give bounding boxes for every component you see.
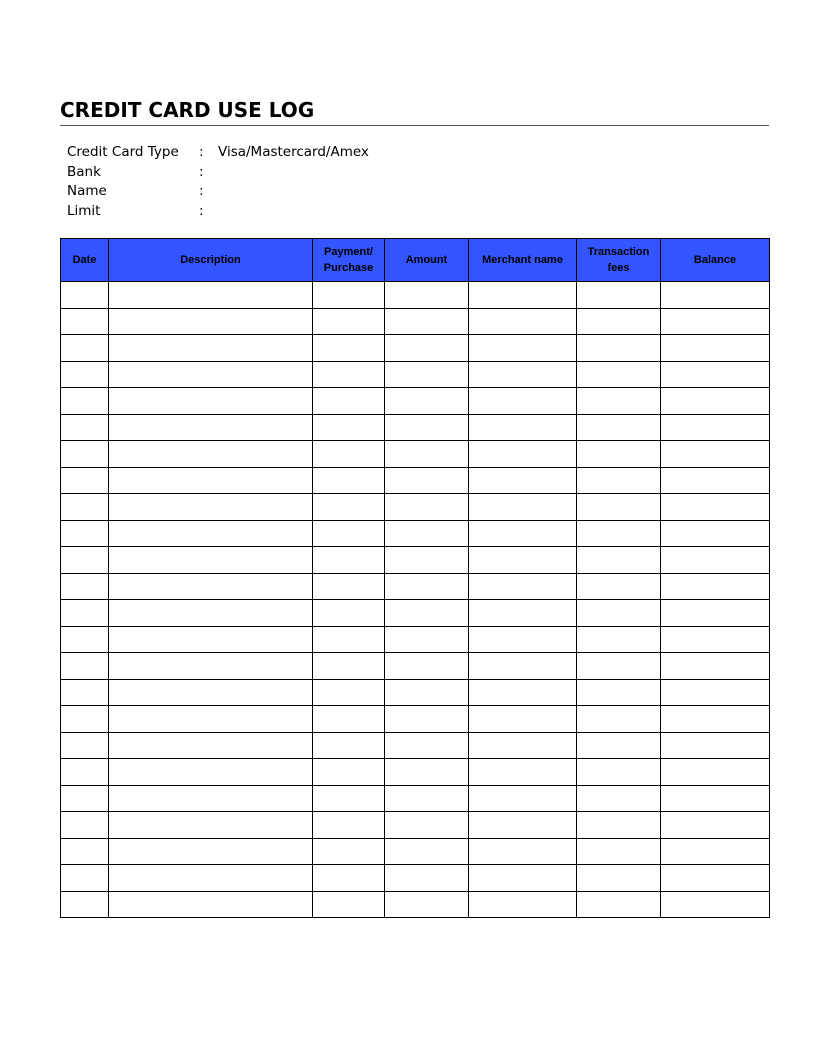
cell-balance[interactable] [661,547,770,574]
cell-transaction-fees[interactable] [577,891,661,918]
cell-transaction-fees[interactable] [577,308,661,335]
table-header-row [61,239,770,282]
cell-merchant-name[interactable] [469,759,577,786]
table-row [61,785,770,812]
cell-transaction-fees[interactable] [577,838,661,865]
cell-payment-purchase[interactable] [313,414,385,441]
column-header-transaction-fees: Transaction fees [577,239,661,282]
table-row [61,573,770,600]
name-colon: : [199,183,204,200]
cell-amount[interactable] [385,759,469,786]
cell-transaction-fees[interactable] [577,494,661,521]
cell-payment-purchase[interactable] [313,706,385,733]
cell-transaction-fees[interactable] [577,600,661,627]
cell-description[interactable] [109,679,313,706]
cell-amount[interactable] [385,626,469,653]
cell-balance[interactable] [661,865,770,892]
cell-amount[interactable] [385,335,469,362]
cell-transaction-fees[interactable] [577,520,661,547]
card-type-label: Credit Card Type [67,144,179,160]
cell-balance[interactable] [661,653,770,680]
cell-amount[interactable] [385,467,469,494]
cell-description[interactable] [109,282,313,309]
cell-transaction-fees[interactable] [577,361,661,388]
cell-date[interactable] [61,441,109,468]
cell-transaction-fees[interactable] [577,865,661,892]
cell-balance[interactable] [661,573,770,600]
cell-payment-purchase[interactable] [313,282,385,309]
cell-description[interactable] [109,732,313,759]
cell-payment-purchase[interactable] [313,600,385,627]
cell-transaction-fees[interactable] [577,573,661,600]
cell-balance[interactable] [661,414,770,441]
cell-date[interactable] [61,759,109,786]
cell-balance[interactable] [661,308,770,335]
cell-description[interactable] [109,467,313,494]
cell-amount[interactable] [385,732,469,759]
cell-transaction-fees[interactable] [577,388,661,415]
cell-amount[interactable] [385,414,469,441]
cell-amount[interactable] [385,838,469,865]
cell-balance[interactable] [661,732,770,759]
column-header-balance: Balance [661,239,770,282]
table-row [61,361,770,388]
limit-colon: : [199,202,204,219]
table-row [61,653,770,680]
page-title: CREDIT CARD USE LOG [60,98,315,122]
cell-description[interactable] [109,308,313,335]
cell-description[interactable] [109,547,313,574]
cell-description[interactable] [109,891,313,918]
cell-balance[interactable] [661,679,770,706]
cell-amount[interactable] [385,865,469,892]
cell-transaction-fees[interactable] [577,282,661,309]
cell-merchant-name[interactable] [469,494,577,521]
cell-transaction-fees[interactable] [577,653,661,680]
cell-merchant-name[interactable] [469,335,577,362]
table-row [61,838,770,865]
cell-description[interactable] [109,414,313,441]
table-row [61,414,770,441]
cell-description[interactable] [109,653,313,680]
table-row [61,308,770,335]
cell-merchant-name[interactable] [469,573,577,600]
cell-merchant-name[interactable] [469,838,577,865]
cell-transaction-fees[interactable] [577,732,661,759]
cell-date[interactable] [61,573,109,600]
cell-payment-purchase[interactable] [313,441,385,468]
cell-amount[interactable] [385,600,469,627]
cell-description[interactable] [109,785,313,812]
cell-date[interactable] [61,865,109,892]
cell-date[interactable] [61,891,109,918]
column-header-date: Date [61,239,109,282]
cell-payment-purchase[interactable] [313,547,385,574]
cell-balance[interactable] [661,494,770,521]
cell-payment-purchase[interactable] [313,467,385,494]
cell-amount[interactable] [385,520,469,547]
credit-card-log-table [60,238,770,918]
cell-merchant-name[interactable] [469,812,577,839]
cell-merchant-name[interactable] [469,467,577,494]
table-row [61,865,770,892]
cell-merchant-name[interactable] [469,520,577,547]
table-row [61,600,770,627]
table-row [61,520,770,547]
cell-transaction-fees[interactable] [577,626,661,653]
limit-label: Limit [67,202,101,219]
cell-date[interactable] [61,388,109,415]
card-type-colon: : [199,144,204,160]
cell-merchant-name[interactable] [469,600,577,627]
table-body [61,282,770,918]
cell-transaction-fees[interactable] [577,679,661,706]
cell-payment-purchase[interactable] [313,785,385,812]
cell-amount[interactable] [385,679,469,706]
cell-payment-purchase[interactable] [313,838,385,865]
cell-merchant-name[interactable] [469,414,577,441]
cell-description[interactable] [109,838,313,865]
cell-merchant-name[interactable] [469,785,577,812]
cell-date[interactable] [61,812,109,839]
cell-date[interactable] [61,838,109,865]
cell-amount[interactable] [385,706,469,733]
cell-balance[interactable] [661,361,770,388]
cell-merchant-name[interactable] [469,626,577,653]
cell-payment-purchase[interactable] [313,388,385,415]
cell-description[interactable] [109,441,313,468]
table-row [61,547,770,574]
cell-balance[interactable] [661,706,770,733]
cell-balance[interactable] [661,891,770,918]
cell-description[interactable] [109,361,313,388]
cell-merchant-name[interactable] [469,891,577,918]
cell-balance[interactable] [661,282,770,309]
cell-payment-purchase[interactable] [313,812,385,839]
cell-amount[interactable] [385,547,469,574]
cell-date[interactable] [61,547,109,574]
cell-date[interactable] [61,467,109,494]
card-type-value[interactable]: Visa/Mastercard/Amex [218,144,369,160]
cell-description[interactable] [109,812,313,839]
cell-payment-purchase[interactable] [313,653,385,680]
cell-balance[interactable] [661,335,770,362]
bank-colon: : [199,163,204,180]
cell-date[interactable] [61,785,109,812]
cell-amount[interactable] [385,812,469,839]
cell-balance[interactable] [661,785,770,812]
cell-transaction-fees[interactable] [577,547,661,574]
cell-payment-purchase[interactable] [313,679,385,706]
table-row [61,732,770,759]
cell-date[interactable] [61,282,109,309]
cell-payment-purchase[interactable] [313,759,385,786]
cell-merchant-name[interactable] [469,282,577,309]
cell-amount[interactable] [385,282,469,309]
cell-amount[interactable] [385,891,469,918]
cell-balance[interactable] [661,388,770,415]
cell-amount[interactable] [385,494,469,521]
cell-merchant-name[interactable] [469,865,577,892]
cell-description[interactable] [109,494,313,521]
table-row [61,759,770,786]
cell-amount[interactable] [385,361,469,388]
cell-amount[interactable] [385,653,469,680]
table-row [61,706,770,733]
table-row [61,891,770,918]
cell-description[interactable] [109,706,313,733]
cell-balance[interactable] [661,812,770,839]
column-header-merchant-name: Merchant name [469,239,577,282]
cell-amount[interactable] [385,573,469,600]
cell-balance[interactable] [661,467,770,494]
cell-date[interactable] [61,679,109,706]
cell-payment-purchase[interactable] [313,335,385,362]
cell-amount[interactable] [385,308,469,335]
name-label: Name [67,183,107,200]
cell-date[interactable] [61,626,109,653]
cell-merchant-name[interactable] [469,732,577,759]
cell-balance[interactable] [661,520,770,547]
cell-transaction-fees[interactable] [577,467,661,494]
cell-payment-purchase[interactable] [313,520,385,547]
cell-merchant-name[interactable] [469,547,577,574]
cell-date[interactable] [61,361,109,388]
cell-amount[interactable] [385,441,469,468]
table-row [61,626,770,653]
table-row [61,441,770,468]
title-divider [60,125,769,126]
cell-description[interactable] [109,388,313,415]
cell-date[interactable] [61,732,109,759]
cell-payment-purchase[interactable] [313,494,385,521]
table-row [61,812,770,839]
cell-amount[interactable] [385,388,469,415]
cell-balance[interactable] [661,600,770,627]
cell-transaction-fees[interactable] [577,706,661,733]
cell-description[interactable] [109,865,313,892]
column-header-description: Description [109,239,313,282]
cell-date[interactable] [61,653,109,680]
cell-date[interactable] [61,335,109,362]
cell-merchant-name[interactable] [469,706,577,733]
cell-date[interactable] [61,414,109,441]
table-row [61,388,770,415]
cell-payment-purchase[interactable] [313,626,385,653]
table-row [61,335,770,362]
cell-payment-purchase[interactable] [313,308,385,335]
bank-label: Bank [67,163,101,180]
cell-balance[interactable] [661,441,770,468]
cell-payment-purchase[interactable] [313,865,385,892]
column-header-payment-purchase: Payment/ Purchase [313,239,385,282]
cell-transaction-fees[interactable] [577,441,661,468]
cell-date[interactable] [61,308,109,335]
cell-date[interactable] [61,520,109,547]
cell-balance[interactable] [661,838,770,865]
cell-merchant-name[interactable] [469,308,577,335]
cell-payment-purchase[interactable] [313,573,385,600]
cell-description[interactable] [109,759,313,786]
cell-amount[interactable] [385,785,469,812]
cell-description[interactable] [109,520,313,547]
cell-description[interactable] [109,335,313,362]
cell-balance[interactable] [661,626,770,653]
cell-date[interactable] [61,600,109,627]
cell-transaction-fees[interactable] [577,335,661,362]
column-header-amount: Amount [385,239,469,282]
cell-merchant-name[interactable] [469,679,577,706]
cell-description[interactable] [109,573,313,600]
cell-date[interactable] [61,494,109,521]
cell-transaction-fees[interactable] [577,812,661,839]
cell-payment-purchase[interactable] [313,891,385,918]
table-row [61,467,770,494]
cell-payment-purchase[interactable] [313,732,385,759]
cell-merchant-name[interactable] [469,653,577,680]
cell-transaction-fees[interactable] [577,759,661,786]
table-row [61,494,770,521]
cell-date[interactable] [61,706,109,733]
cell-balance[interactable] [661,759,770,786]
cell-transaction-fees[interactable] [577,785,661,812]
cell-merchant-name[interactable] [469,388,577,415]
table-row [61,679,770,706]
cell-transaction-fees[interactable] [577,414,661,441]
cell-merchant-name[interactable] [469,361,577,388]
cell-description[interactable] [109,600,313,627]
table-row [61,282,770,309]
cell-description[interactable] [109,626,313,653]
cell-payment-purchase[interactable] [313,361,385,388]
cell-merchant-name[interactable] [469,441,577,468]
